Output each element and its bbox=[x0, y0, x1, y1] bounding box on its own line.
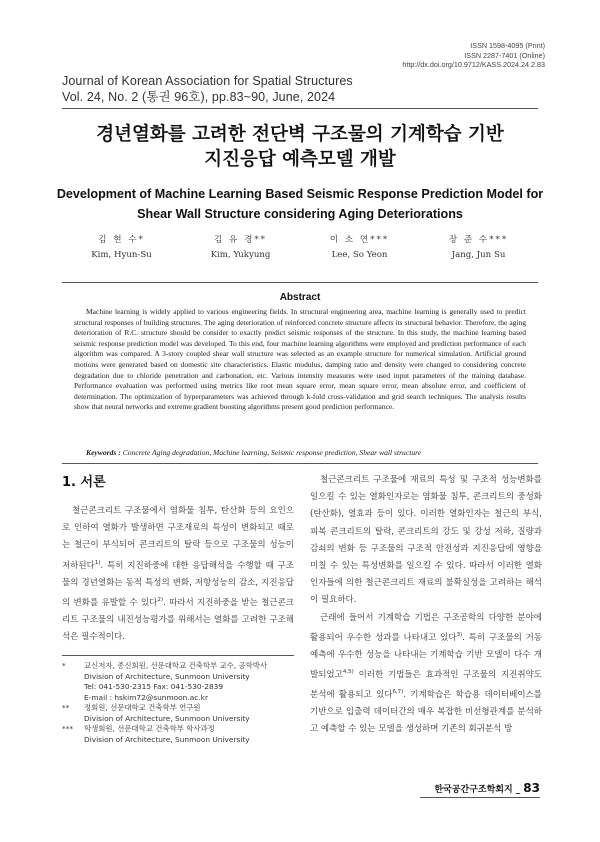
author: 김 현 수* Kim, Hyun-Su bbox=[91, 235, 152, 260]
footnote: ** 정회원, 선문대학교 건축학부 연구원 bbox=[62, 703, 201, 712]
journal-issue: Vol. 24, No. 2 (통권 96호), pp.83~90, June, 2024 bbox=[62, 89, 336, 104]
left-column bbox=[62, 472, 294, 646]
footer-journal: 한국공간구조학회지 _ bbox=[434, 785, 521, 795]
footnote-rule bbox=[62, 655, 294, 656]
page-footer bbox=[434, 781, 540, 795]
header-rule bbox=[62, 108, 538, 109]
author-list bbox=[62, 233, 538, 263]
page-number: 83 bbox=[523, 781, 540, 795]
footer-rule bbox=[420, 797, 540, 798]
keywords-label: Keywords : bbox=[86, 448, 121, 457]
issn-block bbox=[402, 41, 545, 70]
abstract-top-rule bbox=[62, 282, 538, 283]
korean-title-line1: 경년열화를 고려한 전단벽 구조물의 기계학습 기반 bbox=[96, 124, 504, 145]
paragraph: 철근콘크리트 구조물에 재료의 특성 및 구조적 성능변화를 일으킬 수 있는 열화인자로는 염화물 침투, 콘크리트의 중성화(탄산화), 열효과 등이 있다. 이러한 열화인자는 철근의 부식, 피복 콘크리트의 탈락, 콘크리트의 강도 및 강성 저하, 질량과 감쇠의 변화 등 구조물의 구조적 안전성과 지진응답에 영향을 미칠 수 있는 특성변화를 일으킬 수 있다. 따라서 이러한 열화인자들에 의한 철근콘크리트 재료의 불확실성을 고려하는 해석이 필요하다. bbox=[310, 475, 542, 606]
journal-name: Journal of Korean Association for Spatial Structures bbox=[62, 74, 353, 88]
issn-online: ISSN 2287-7401 (Online) bbox=[464, 50, 545, 60]
citation: 2) bbox=[157, 596, 164, 603]
korean-title bbox=[40, 122, 560, 172]
abstract-text: Machine learning is widely applied to various engineering fields. In structural engineering area, machine learning is generally used to predict structural responses of building structures. The aging deterioration of reinforced concrete structure affects its structural behavior. Therefore, the aging deterioration of R.C. structure should be consider to exactly predict seismic responses of the structure. In this study, the machine learning based seismic response prediction model was developed. To this end, four machine learning algorithms were employed and prediction performance of each algorithm was compared. A 3-story coupled shear wall structure was selected as an example structure for numerical simulation. Artificial ground motions were generated based on domestic site characteristics. Elastic modulus, damping ratio and density were changed to considering concrete degradation due to chloride penetration and carbonation, etc. Various intensity measures were used input parameters of the training database. Performance evaluation was performed using metrics like root mean square error, mean square error, mean absolute error, and coefficient of determination. The optimization of hyperparameters was achieved through k-fold cross-validation and grid search techniques. The analysis results show that neural networks and extreme gradient boosting algorithms present good prediction performance. bbox=[74, 307, 526, 412]
journal-header bbox=[62, 74, 353, 105]
citation: 4,5) bbox=[342, 669, 354, 676]
english-title-line2: Shear Wall Structure considering Aging Deteriorations bbox=[137, 207, 463, 221]
author: 김 유 경** Kim, Yukyung bbox=[210, 235, 271, 260]
citation: 3) bbox=[456, 631, 463, 638]
citation: 1) bbox=[94, 559, 101, 566]
section-heading: 1. 서론 bbox=[62, 475, 106, 490]
korean-title-line2: 지진응답 예측모델 개발 bbox=[204, 149, 396, 170]
email-link[interactable]: E-mail : hskim72@sunmoon.ac.kr bbox=[84, 692, 208, 702]
abstract-bottom-rule bbox=[62, 463, 538, 464]
keywords-text: Concrete Aging degradation, Machine learning, Seismic response prediction, Shear wall structure bbox=[122, 448, 422, 457]
english-title bbox=[40, 184, 560, 224]
paragraph: 근래에 들어서 기계학습 기법은 구조공학의 다양한 분야에 활용되어 우수한 성과를 나타내고 있다$^{3)}$. 특히 구조물의 거동예측에 우수한 성능을 나타내는 기계학습 기반 모델이 다수 개발되었고$^{4,5)}$ 이러한 기법들은 효과적인 구조물의 지진취약도 분석에 활용되고 있다$^{6,7)}$. 기계학습은 학습용 데이터베이스를 기반으로 입출력 데이터간의 매우 복잡한 비선형관계를 분석하고 예측할 수 있는 모델을 생성하며 기존의 회귀분석 방 bbox=[310, 612, 542, 735]
keywords bbox=[86, 448, 540, 457]
english-title-line1: Development of Machine Learning Based Seismic Response Prediction Model for bbox=[56, 187, 544, 201]
paragraph: 철근콘크리트 구조물에서 염화물 침투, 탄산화 등의 요인으로 인하여 열화가 발생하면 구조재료의 특성이 변화되고 때로는 철근이 부식되어 콘크리트의 탈락 등으로 구조물의 성능이 저하된다$^{1)}$. 특히 지진하중에 대한 응답해석을 수행할 때 구조물의 경년열화는 동적 특성의 변화, 저항성능의 감소, 지진응답의 변화를 유발할 수 있다$^{2)}$. 따라서 지진하중을 받는 철근콘크리트 구조물의 내진성능평가를 위해서는 열화를 고려한 구조해석은 필수적이다. bbox=[62, 506, 295, 643]
issn-print: ISSN 1598-4095 (Print) bbox=[470, 41, 545, 50]
citation: 6,7) bbox=[392, 689, 404, 696]
author: 장 준 수*** Jang, Jun Su bbox=[448, 235, 509, 260]
doi-link[interactable]: http://dx.doi.org/10.9712/KASS.2024.24.2.83 bbox=[402, 60, 545, 69]
right-column bbox=[310, 472, 542, 739]
abstract-heading: Abstract bbox=[279, 292, 321, 303]
footnotes: * 교신저자, 종신회원, 선문대학교 건축학부 교수, 공학박사 Division of Architecture, Sunmoon University Tel: 041-530-2315 Fax: 041-530-2839 E-mail : hskim72@sunmoon.ac.kr ** 정회원, 선문대학교 건축학부 연구원 Division of Architecture, Sunmoon University *** 학생회원, 선문대학교 건축학부 학사과정 Division of Architecture, Sunmoon University bbox=[62, 661, 294, 745]
author: 이 소 연*** Lee, So Yeon bbox=[329, 235, 390, 260]
footnote: * 교신저자, 종신회원, 선문대학교 건축학부 교수, 공학박사 bbox=[62, 661, 268, 670]
footnote: *** 학생회원, 선문대학교 건축학부 학사과정 bbox=[62, 724, 215, 733]
